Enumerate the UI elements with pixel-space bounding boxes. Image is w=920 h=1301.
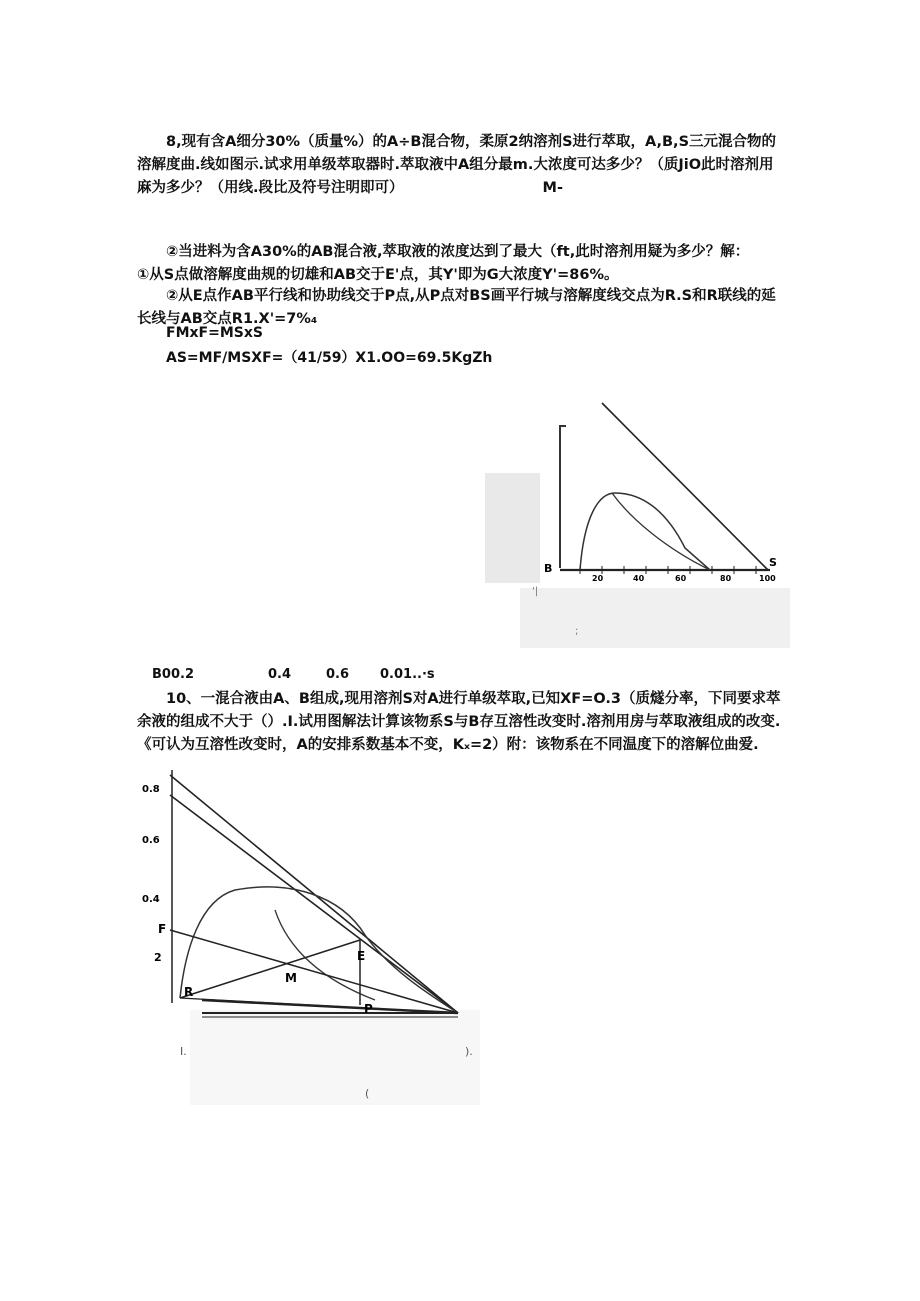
label-m: M [285,971,297,985]
scan-mark: ; [575,626,579,637]
x-tick-label: 60 [675,574,687,583]
problem-8-text: 8,现有含A细分30%（质量%）的A÷B混合物，柔原2纳溶剂S进行萃取，A,B,S三元混合物的溶解度曲.线如图示.试求用单级萃取器时.萃取液中A组分最m.大浓度可达多少？（质JiO此时溶剂用麻为多少？（用线.段比及符号注明即可） M- [137,131,787,200]
scan-artifact [485,473,540,583]
figure-1-diagram [480,398,790,653]
tie-line-curve [612,493,710,570]
tick-row-a: B00.2 [152,667,194,682]
label-e: E [357,949,366,963]
solution-line-2: ①从S点做溶解度曲规的切雄和AB交于E'点，其Y'即为G大浓度Y'=86%。 [137,267,619,283]
tick-row-c: 0.6 [326,667,350,682]
label-r: R [184,985,194,999]
equation-1: FMxF=MSxS [166,325,263,341]
figure-2-diagram [140,770,480,1105]
scan-artifact [520,588,790,648]
label-two: 2 [154,951,162,964]
y-axis-bracket [560,426,566,568]
hypotenuse-line [602,403,768,570]
y-tick-label: 0.4 [142,894,160,905]
equation-2: AS=MF/MSXF=（41/59）X1.OO=69.5KgZh [166,350,493,366]
x-tick-label: 40 [633,574,645,583]
label-b: B [544,562,553,575]
y-tick-label: 0.6 [142,835,160,846]
scan-mark: ). [465,1045,473,1058]
solution-line-3: ②从E点作AB平行线和协助线交于P点,从P点对BS画平行城与溶解度线交点为R.S和R联线的延长线与AB交点R1.X'=7%₄ [137,288,776,327]
scan-mark: ( [365,1087,370,1100]
solubility-curve [180,887,458,1013]
tick-row-d: 0.01..·s [380,667,435,682]
solution-line-1: ②当进料为含A30%的AB混合液,萃取液的浓度达到了最大（ft,此时溶剂用疑为多少？解： [166,244,750,260]
label-s: S [769,556,777,569]
x-tick-label: 100 [759,574,776,583]
scan-artifact [190,1010,480,1105]
solubility-curve [580,493,710,570]
label-f: F [158,922,167,936]
x-tick-label: 20 [592,574,604,583]
x-tick-label: 80 [720,574,732,583]
y-tick-label: 0.8 [142,784,160,795]
scan-mark: I. [180,1045,187,1058]
scan-mark: '| [532,586,539,597]
tick-row-b: 0.4 [268,667,292,682]
tick-row [152,667,435,682]
problem-8-tail: M- [542,180,563,196]
problem-10-text: 10、一混合液由A、B组成,现用溶剂S对A进行单级萃取,已知XF=O.3（质燧分率，下同要求萃余液的组成不大于（）.I.试用图解法计算该物系S与B存互溶性改变时.溶剂用房与萃取液组成的改变.《可认为互溶性改变时，A的安排系数基本不变，Kₓ=2）附：该物系在不同温度下的溶解位曲爱. [137,691,781,753]
label-p: P [364,1002,373,1016]
re-line [180,940,360,998]
